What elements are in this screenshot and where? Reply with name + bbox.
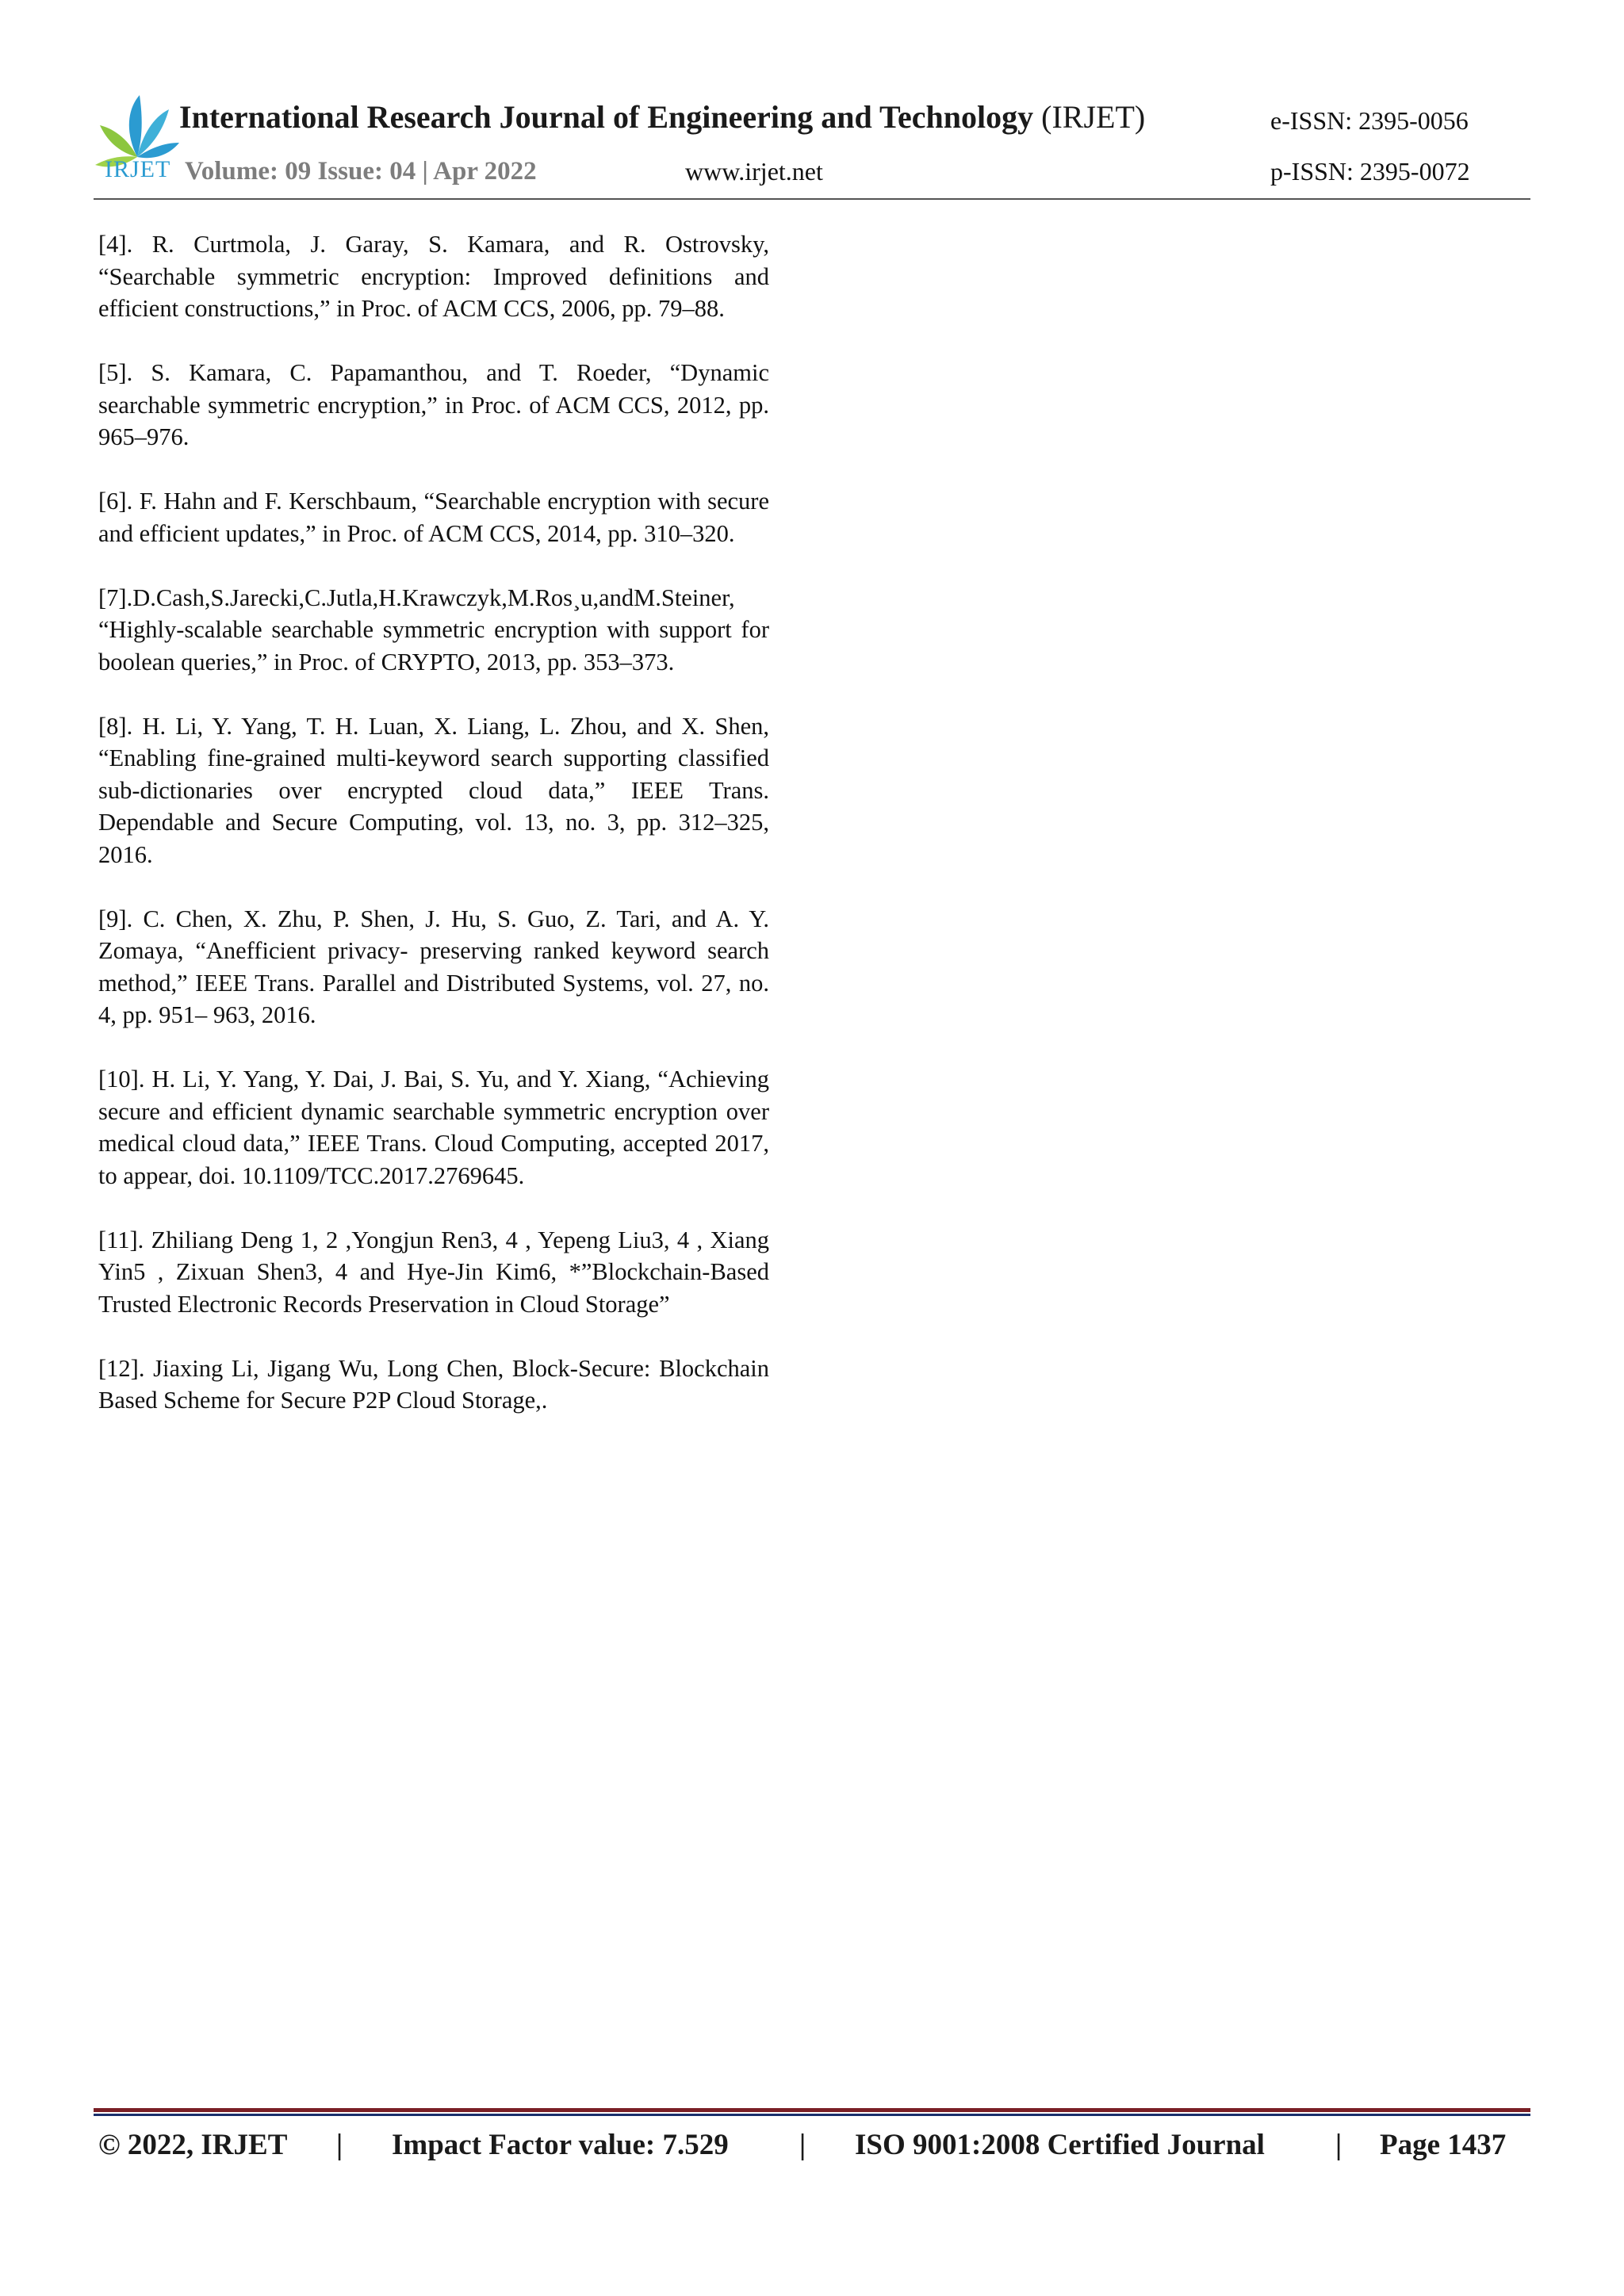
footer-separator: | [1335, 2129, 1342, 2161]
reference-item: [6]. F. Hahn and F. Kerschbaum, “Searchable encryption with secure and efficient updates,” in Proc. of ACM CCS, 2014, pp. 310–320. [98, 488, 769, 547]
reference-item: [9]. C. Chen, X. Zhu, P. Shen, J. Hu, S. Guo, Z. Tari, and A. Y. Zomaya, “Anefficient privacy- preserving ranked keyword search method,” IEEE Trans. Parallel and Distributed Systems, vol. 27, no. 4, pp. 951– 963, 2016. [98, 905, 769, 1028]
page-header [0, 0, 1624, 206]
reference-item: [10]. H. Li, Y. Yang, Y. Dai, J. Bai, S. Yu, and Y. Xiang, “Achieving secure and efficient dynamic searchable symmetric encryption over medical cloud data,” IEEE Trans. Cloud Computing, accepted 2017, to appear, doi. 10.1109/TCC.2017.2769645. [98, 1066, 769, 1189]
references-list [98, 228, 769, 1448]
e-issn: e-ISSN: 2395-0056 [1270, 106, 1469, 135]
reference-item: [12]. Jiaxing Li, Jigang Wu, Long Chen, Block-Secure: Blockchain Based Scheme for Secure P2P Cloud Storage,. [98, 1354, 769, 1414]
footer-rule-navy [94, 2114, 1530, 2116]
journal-title-text: International Research Journal of Engineering and Technology [179, 99, 1034, 135]
footer-separator: | [799, 2129, 806, 2161]
footer-rule-red [94, 2108, 1530, 2112]
header-divider [94, 198, 1530, 200]
footer-copyright: © 2022, IRJET [98, 2129, 288, 2161]
reference-item: [8]. H. Li, Y. Yang, T. H. Luan, X. Liang, L. Zhou, and X. Shen, “Enabling fine-grained multi-keyword search supporting classified sub-dictionaries over encrypted cloud data,” IEEE Trans. Dependable and Secure Computing, vol. 13, no. 3, pp. 312–325, 2016. [98, 712, 769, 868]
logo-text: IRJET [105, 156, 171, 182]
journal-website: www.irjet.net [685, 157, 823, 186]
footer-iso: ISO 9001:2008 Certified Journal [855, 2129, 1265, 2161]
reference-item: [4]. R. Curtmola, J. Garay, S. Kamara, and R. Ostrovsky, “Searchable symmetric encryption: Improved definitions and efficient constructions,” in Proc. of ACM CCS, 2006, pp. 79–88. [98, 231, 769, 322]
footer-impact-factor: Impact Factor value: 7.529 [392, 2129, 729, 2161]
volume-issue: Volume: 09 Issue: 04 | Apr 2022 [185, 157, 537, 186]
reference-item: [7].D.Cash,S.Jarecki,C.Jutla,H.Krawczyk,M.Ros¸u,andM.Steiner, “Highly-scalable searchable symmetric encryption with support for boolean queries,” in Proc. of CRYPTO, 2013, pp. 353–373. [98, 584, 769, 675]
journal-abbreviation: (IRJET) [1041, 99, 1146, 135]
reference-item: [5]. S. Kamara, C. Papamanthou, and T. Roeder, “Dynamic searchable symmetric encryption,” in Proc. of ACM CCS, 2012, pp. 965–976. [98, 359, 769, 450]
journal-title [179, 98, 1145, 136]
p-issn: p-ISSN: 2395-0072 [1270, 157, 1470, 186]
reference-item: [11]. Zhiliang Deng 1, 2 ,Yongjun Ren3, 4 , Yepeng Liu3, 4 , Xiang Yin5 , Zixuan Shen3, 4 and Hye-Jin Kim6, *”Blockchain-Based Trusted Electronic Records Preservation in Cloud Storage” [98, 1226, 769, 1318]
footer-separator: | [336, 2129, 343, 2161]
footer-page-number: Page 1437 [1380, 2129, 1507, 2161]
